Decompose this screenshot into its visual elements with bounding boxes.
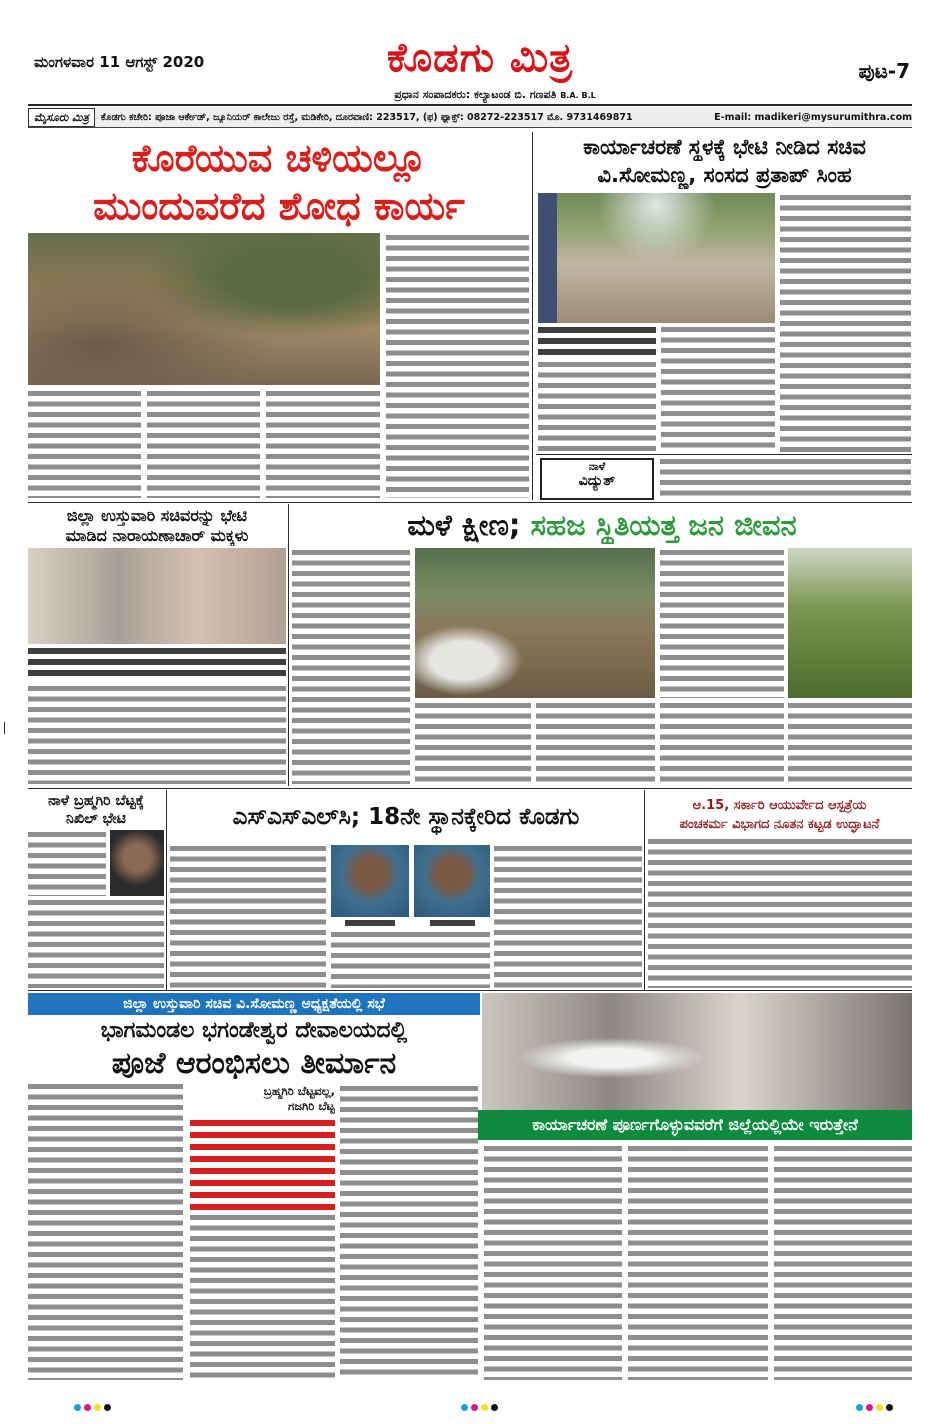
meeting-body-column [774, 1146, 912, 1380]
children-meet-minister-photo [28, 548, 286, 644]
meeting-headline-line-1: ಭಾಗಮಂಡಲ ಭಗಂಡೇಶ್ವರ ದೇವಾಲಯದಲ್ಲಿ [100, 1018, 408, 1043]
chief-editor-name: ಪ್ರಧಾನ ಸಂಪಾದಕರು: ಕಲ್ಯಾಟಂಡ ಬಿ. ಗಣಪತಿ [394, 88, 557, 101]
lead-body-column [28, 391, 141, 498]
meeting-headline-line-2: ಪೂಜೆ ಆರಂಭಿಸಲು ತೀರ್ಮಾನ [111, 1046, 397, 1081]
sslc-headline: ಎಸ್‌ಎಸ್‌ಎಲ್‌ಸಿ; 18ನೇ ಸ್ಥಾನಕ್ಕೇರಿದ ಕೊಡಗು [232, 804, 580, 830]
rain-body-column [660, 550, 784, 698]
section-divider [28, 788, 912, 789]
rain-body-column [292, 550, 410, 784]
minister-site-visit-photo [538, 193, 775, 323]
minister-visit-body-column [538, 362, 656, 452]
column-divider [166, 790, 167, 990]
ayurveda-headline-line-1: ಆ.15, ಸರ್ಕಾರಿ ಆಯುರ್ವೇದ ಆಸ್ಪತ್ರೆಯ [692, 798, 867, 813]
lead-body-column [386, 235, 529, 498]
office-info-bar [28, 107, 912, 128]
minister-visit-body-column [780, 195, 911, 453]
landslide-search-photo [28, 233, 380, 385]
rain-body-column [660, 703, 784, 784]
meeting-body-column [484, 1146, 622, 1380]
lead-body-column [147, 391, 260, 498]
ayurveda-body [648, 839, 912, 988]
power-pole-vine-photo [788, 548, 912, 698]
meeting-body-column [340, 1086, 478, 1380]
sslc-body-column [494, 846, 642, 988]
column-divider [644, 790, 645, 990]
nikhil-body [28, 900, 164, 988]
rain-headline [292, 506, 912, 544]
column-divider [288, 504, 289, 786]
sslc-body-column [170, 846, 326, 988]
chief-editor-line [330, 87, 660, 103]
minister-photo-caption [538, 327, 656, 359]
rain-headline-rest: ಸಹಜ ಸ್ಥಿತಿಯತ್ತ ಜನ ಜೀವನ [530, 508, 797, 542]
pull-quote-title-line-1: ಬ್ರಹ್ಮಗಿರಿ ಬೆಟ್ಟವಲ್ಲ, [263, 1084, 335, 1098]
chief-editor-degree: B.A. B.L [560, 91, 596, 100]
rain-body-column [536, 703, 655, 784]
page-number: ಪುಟ-7 [858, 59, 910, 83]
student-photo-caption [430, 920, 475, 927]
section-divider [536, 454, 912, 455]
meeting-body-column [28, 1084, 183, 1380]
student-photo-caption [345, 920, 395, 927]
lead-body-column [266, 391, 380, 498]
section-divider [28, 502, 912, 503]
student-portrait-photo [331, 845, 409, 917]
sslc-body-column [331, 932, 490, 988]
rain-headline-lead: ಮಳೆ ಕ್ಷೀಣ; [407, 508, 521, 542]
minister-visit-headline-line-1: ಕಾರ್ಯಾಚರಣೆ ಸ್ಥಳಕ್ಕೆ ಭೇಟಿ ನೀಡಿದ ಸಚಿವ [583, 135, 866, 159]
power-cut-label-1: ನಾಳೆ [588, 460, 606, 473]
children-photo-caption [28, 648, 286, 681]
minister-visit-body-column [661, 327, 775, 452]
ayurveda-headline-line-2: ಪಂಚಕರ್ಮ ವಿಭಾಗದ ನೂತನ ಕಟ್ಟಡ ಉದ್ಘಾಟನೆ [679, 817, 880, 832]
masthead-rule [28, 104, 912, 106]
meeting-kicker-banner: ಜಿಲ್ಲಾ ಉಸ್ತುವಾರಿ ಸಚಿವ ವಿ.ಸೋಮಣ್ಣ ಅಧ್ಯಕ್ಷತೆಯಲ್ಲಿ ಸಭೆ [28, 993, 480, 1015]
lead-headline-line-2: ಮುಂದುವರೆದ ಶೋಧ ಕಾರ್ಯ [93, 184, 465, 228]
meeting-body-column [190, 1215, 335, 1380]
meeting-body-column [628, 1146, 768, 1380]
children-meet-body [28, 686, 286, 784]
nikhil-portrait-photo [110, 830, 164, 896]
district-meeting-photo [482, 993, 912, 1111]
section-divider [28, 990, 912, 991]
nikhil-headline-line-1: ನಾಳೆ ಬ್ರಹ್ಮಗಿರಿ ಬೆಟ್ಟಕ್ಕೆ [48, 793, 144, 809]
power-cut-label-box [540, 458, 654, 500]
issue-date: ಮಂಗಳವಾರ 11 ಆಗಸ್ಟ್ 2020 [34, 53, 205, 71]
power-cut-body [660, 459, 911, 499]
pull-quote-title-line-2: ಗಜಗಿರಿ ಬೆಟ್ಟ [288, 1099, 335, 1113]
mysuru-mithra-brand: ಮೈಸೂರು ಮಿತ್ರ [28, 108, 95, 127]
lead-headline-line-1: ಕೊರೆಯುವ ಚಳಿಯಲ್ಲೂ [131, 136, 427, 180]
pull-quote-text [190, 1120, 335, 1210]
newspaper-logo: ಕೊಡಗು ಮಿತ್ರ [386, 34, 573, 81]
nikhil-body [28, 832, 106, 896]
nikhil-headline-line-2: ನಿಖಿಲ್ ಭೇಟಿ [66, 811, 126, 827]
crop-mark [4, 722, 5, 734]
flooded-road-photo [415, 548, 655, 698]
student-portrait-photo [414, 845, 490, 917]
children-meet-headline-line-1: ಜಿಲ್ಲಾ ಉಸ್ತುವಾರಿ ಸಚಿವರನ್ನು ಭೇಟಿ [66, 506, 248, 525]
rain-body-column [415, 703, 531, 784]
minister-visit-headline-line-2: ವಿ.ಸೋಮಣ್ಣ, ಸಂಸದ ಪ್ರತಾಪ್ ಸಿಂಹ [597, 163, 852, 187]
children-meet-headline-line-2: ಮಾಡಿದ ನಾರಾಯಣಾಚಾರ್ ಮಕ್ಕಳು [65, 526, 249, 545]
column-divider [532, 132, 533, 500]
photo-quote-banner: ಕಾರ್ಯಾಚರಣೆ ಪೂರ್ಣಗೊಳ್ಳುವವರೆಗೆ ಜಿಲ್ಲೆಯಲ್ಲಿಯೇ ಇರುತ್ತೇನೆ [478, 1110, 912, 1140]
power-cut-label-2: ವಿದ್ಯುತ್ [578, 473, 616, 489]
office-email: E-mail: madikeri@mysurumithra.com [714, 111, 912, 123]
rain-body-column [788, 703, 912, 784]
office-address: ಕೊಡಗು ಕಚೇರಿ: ಪೂಜಾ ಆರ್ಕೇಡ್, ಜ್ಯೂನಿಯರ್ ಕಾಲೇಜು ರಸ್ತೆ, ಮಡಿಕೇರಿ, ದೂರವಾಣಿ: 223517, (ಫ) ಫ್ಯಾಕ್ಸ್: 08272-223517 ಮೊ. 9731469871 [100, 111, 633, 123]
